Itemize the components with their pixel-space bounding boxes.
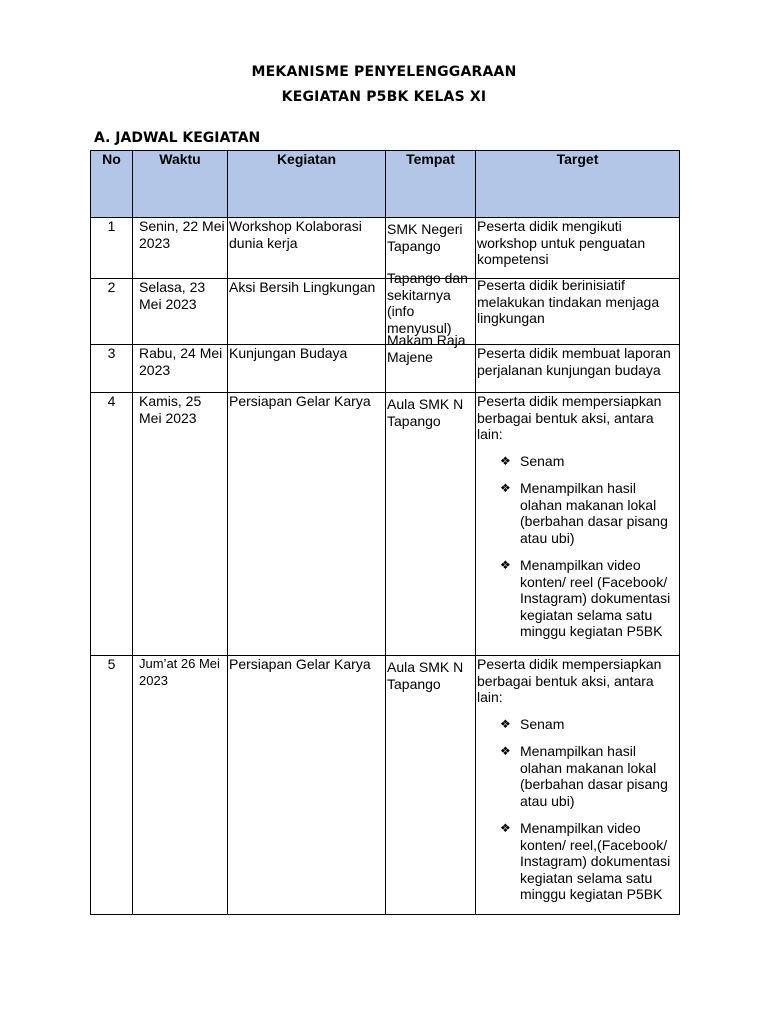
header-target: Target [476,151,680,218]
table-row [91,345,680,393]
tempat-text: Makam Raja Majene [387,332,466,365]
target-bullet-list [476,453,679,640]
cell-no: 2 [91,279,133,345]
waktu-text: Selasa, 23 Mei 2023 [139,279,206,312]
bullet-text: Menampilkan video konten/ reel,(Facebook/ Instagram) dokumentasi kegiatan selama satu minggu kegiatan P5BK [520,820,671,902]
waktu-text: Senin, 22 Mei 2023 [139,218,225,251]
diamond-bullet-icon: ❖ [500,744,511,758]
kegiatan-text: Persiapan Gelar Karya [229,393,371,409]
header-waktu: Waktu [133,151,228,218]
diamond-bullet-icon: ❖ [500,716,511,731]
bullet-text: Menampilkan hasil olahan makanan lokal (berbahan dasar pisang atau ubi) [520,743,668,809]
list-item [500,557,679,640]
cell-tempat [386,332,476,393]
cell-waktu [133,345,228,393]
header-tempat: Tempat [386,151,476,218]
bullet-text: Menampilkan hasil olahan makanan lokal (berbahan dasar pisang atau ubi) [520,480,668,546]
list-item [500,716,679,733]
cell-waktu [133,656,228,915]
cell-kegiatan [228,656,386,915]
cell-kegiatan [228,279,386,345]
waktu-text: Jum’at 26 Mei 2023 [139,656,220,688]
kegiatan-text: Persiapan Gelar Karya [229,656,371,672]
table-header-row [91,151,680,218]
cell-waktu [133,279,228,345]
list-item [500,743,679,809]
tempat-text: SMK Negeri Tapango [387,221,463,254]
list-item [500,480,679,546]
cell-waktu [133,393,228,656]
target-text: Peserta didik berinisiatif melakukan tindakan menjaga lingkungan [477,277,660,326]
header-no: No [91,151,133,218]
document-title-line-2: KEGIATAN P5BK KELAS XI [281,89,487,105]
target-bullet-list [476,716,679,903]
bullet-text: Senam [520,452,565,469]
kegiatan-text: Aksi Bersih Lingkungan [229,279,376,295]
schedule-table [90,150,680,915]
cell-tempat [386,393,476,656]
cell-target [476,393,680,656]
bullet-text: Menampilkan video konten/ reel (Facebook/ Instagram) dokumentasi kegiatan selama satu minggu kegiatan P5BK [520,557,671,639]
target-text: Peserta didik mempersiapkan berbagai bentuk aksi, antara lain: [477,656,662,705]
waktu-text: Rabu, 24 Mei 2023 [139,345,223,378]
cell-target [476,279,680,345]
target-text: Peserta didik membuat laporan perjalanan kunjungan budaya [477,345,671,378]
cell-waktu [133,218,228,279]
cell-no: 5 [91,656,133,915]
target-text: Peserta didik mengikuti workshop untuk penguatan kompetensi [477,218,646,267]
cell-target [476,218,680,279]
cell-no: 4 [91,393,133,656]
table-row [91,393,680,656]
diamond-bullet-icon: ❖ [500,821,511,835]
cell-kegiatan [228,345,386,393]
cell-kegiatan [228,218,386,279]
tempat-text: Aula SMK N Tapango [387,659,464,692]
cell-no: 1 [91,218,133,279]
table-row [91,218,680,279]
waktu-text: Kamis, 25 Mei 2023 [139,393,202,426]
list-item [500,820,679,903]
diamond-bullet-icon: ❖ [500,453,511,468]
cell-tempat [386,656,476,915]
cell-no: 3 [91,345,133,393]
target-text: Peserta didik mempersiapkan berbagai bentuk aksi, antara lain: [477,393,662,442]
cell-kegiatan [228,393,386,656]
cell-target [476,345,680,393]
diamond-bullet-icon: ❖ [500,481,511,495]
section-heading: A. JADWAL KEGIATAN [94,130,261,146]
table-row [91,656,680,915]
list-item [500,453,679,470]
kegiatan-text: Workshop Kolaborasi dunia kerja [229,218,362,251]
document-title-line-1: MEKANISME PENYELENGGARAAN [251,64,517,80]
diamond-bullet-icon: ❖ [500,558,511,572]
kegiatan-text: Kunjungan Budaya [229,345,348,361]
table-row [91,279,680,345]
tempat-text: Aula SMK N Tapango [387,396,464,429]
cell-target [476,656,680,915]
bullet-text: Senam [520,715,565,732]
tempat-text: Tapango dan sekitarnya (info menyusul) [387,270,468,336]
header-kegiatan: Kegiatan [228,151,386,218]
